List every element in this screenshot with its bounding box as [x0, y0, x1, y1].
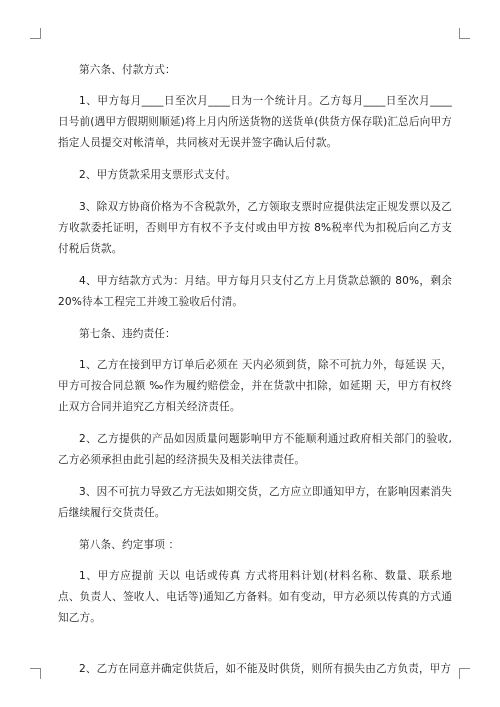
crop-mark-bottom-right	[459, 668, 470, 679]
section-heading-agreement: 第八条、约定事项 ：	[79, 539, 180, 551]
paragraph: 3、因不可抗力导致乙方无法如期交货，乙方应立即通知甲方，在影响因素消失后继续履行交货责任。	[58, 486, 452, 519]
section-heading-payment: 第六条、付款方式：	[79, 64, 176, 76]
paragraph: 1、乙方在接到甲方订单后必须在 天内必须到货，除不可抗力外，每延误 天，甲方可按合同总额 ‰作为履约赔偿金，并在货款中扣除，如延期 天，甲方有权终止双方合同并追究乙方相关经济责任。	[58, 359, 452, 413]
section-heading-liability: 第七条、违约责任：	[79, 328, 176, 340]
paragraph: 4、甲方结款方式为：月结。甲方每月只支付乙方上月货款总额的 80%，剩余 20%待本工程完工并竣工验收后付清。	[58, 275, 452, 308]
crop-mark-top-left	[30, 28, 41, 39]
paragraph: 1、甲方每月____日至次月____日为一个统计月。乙方每月____日至次月____日号前(遇甲方假期则顺延)将上月内所送货物的送货单(供货方保存联)汇总后向甲方指定人员提交对帐清单，共同核对无误并签字确认后付款。	[58, 95, 452, 149]
crop-mark-bottom-left	[30, 668, 41, 679]
paragraph: 2、甲方货款采用支票形式支付。	[79, 169, 237, 181]
crop-mark-top-right	[459, 28, 470, 39]
paragraph: 2、乙方提供的产品如因质量问题影响甲方不能顺利通过政府相关部门的验收, 乙方必须承担由此引起的经济损失及相关法律责任。	[58, 433, 452, 466]
document-page	[58, 60, 452, 691]
paragraph: 1、甲方应提前 天以 电话或传真 方式将用料计划(材料名称、数量、联系地点、负责人、签收人、电话等)通知乙方备料。如有变动，甲方必须以传真的方式通知乙方。	[58, 570, 452, 624]
paragraph: 3、除双方协商价格为不含税款外，乙方领取支票时应提供法定正规发票以及乙方收款委托证明，否则甲方有权不予支付或由甲方按 8%税率代为扣税后向乙方支付税后货款。	[58, 201, 452, 255]
paragraph: 2、乙方在同意并确定供货后，如不能及时供货，则所有损失由乙方负责，甲方	[79, 663, 452, 675]
